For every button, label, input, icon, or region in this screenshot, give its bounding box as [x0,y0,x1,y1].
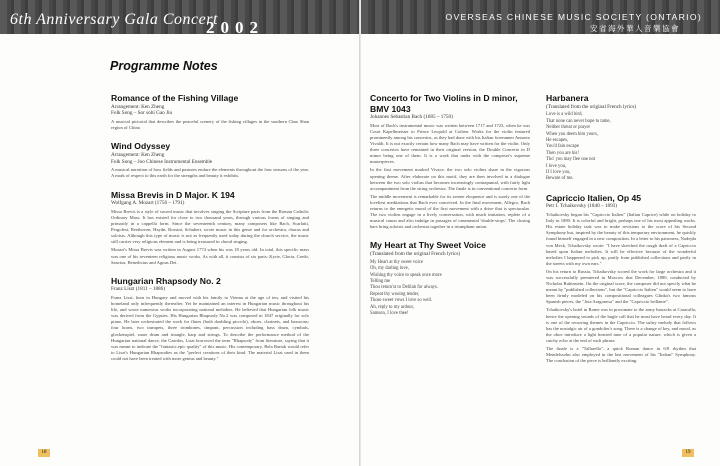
lyric-line: Neither threat or prayer [546,125,591,131]
piece-description: Mozart's Missa Brevis was written in August 1774 when his was 18 years old. In total, this specific mass was one of his seventeen religious music works. As with all, it consists of six parts: Kyrie, Gloria, Credo, Sanctus, Benedictus and Agnus Dei. [111,247,309,265]
piece-credit: Wolfgang A. Mozart (1756 – 1791) [111,200,185,207]
lyric-line: Telling me [370,278,391,284]
piece-description: Franz Liszt, born in Hungary and moved with his family to Vienna at the age of ten, and visited his homeland only infrequently thereafter. Yet he maintained an interest in Hungarian music throughout his life, and wrote numerous works incorporating national melodies. He believed that Hungarian folk music was derived from the Gypsies. His Hungarian Rhapsody No.2 was composed in 1847 originally for solo piano. He later orchestrated the work for flutes (both doubling piccolo), oboes, clarinets, and bassoons; four horns, two trumpets, three trombones, timpani, percussion including bass drum, cymbals, glockenspiel, snare drum and triangle, harp and strings. To describe the performance method of the Hungarian national dance, the Czardas, Liszt borrowed the term "Rhapsody" from literature, saying that it was meant to indicate the "fantastic,epic quality" of this music. His contemporary, Bela Bartok would refer to Liszt's Hungarian Rhapsodies as the "perfect creations of their kind. The material Liszt used in them could not have been treated with more genius and beauty." [111,295,309,361]
piece-title: Wind Odyssey [111,141,171,152]
piece-title: Romance of the Fishing Village [111,93,239,103]
concert-title: 6th Anniversary Gala Concert [10,11,218,28]
piece-credit: Johannes Sebastian Bach (1685 – 1750) [370,114,453,120]
programme-note [111,141,309,179]
lyric-line: Beware of me. [546,176,574,182]
left-notes-column [111,93,309,372]
piece-description: The middle movement is remarkable for its serene eloquence and is surely one of the loveliest meditations that Bach ever conceived. In the final movement, Allegro, Bach returns to the energetic mood of the first movement with a drive that is spectacular. The two violins engage in a lively conversation, with much imitation, replete of a musical canon and also indulge in passages of ornamental 'double-stops'. The closing bars bring soloists and orchestra together in a triumphant union. [370,193,530,230]
piece-title: Harbanera [546,93,589,103]
programme-note [111,276,309,362]
piece-description: Missa Brevis is a style of sacred music that involves singing the Scripture parts from the Roman Catholic Ordinary Mass. It has existed for close to two thousand years, through various forms of singing and primarily in a cappella form. Since the seventeenth century, many composers like Bach, Scarlatti, Pergolesi, Beethoven, Haydn, Rossini, Schubert, wrote music in this genre and for orchestra, chorus and soloists. Although this type of music is not as frequently used today during the church service, the music still carries very religious element and is being treasured in choral singing. [111,208,309,245]
piece-credit: Folk Song – Joo Chinese Instrumental Ensemble [111,158,213,165]
lyric-line: You'd fain escape [546,144,579,150]
programme-note [546,193,696,365]
piece-description: A musical pictorial that describes the peaceful scenery of the fishing villages in the southern Chao Shan region of China [111,119,309,131]
lyric-line: Oh, my darling love, [370,266,409,272]
piece-description: Tchaikovsky began his "Capriccio Italien" (Italian Caprice) while on holiday to Italy in 1880. It is colorful and bright, perhaps one of his most appealing works. His estate holiday task was to make revisions to the score of his Second Symphony but, inspired by the beauty of this temporary environment, he quickly found himself engaged in a new composition. In a letter to his patroness, Nadejda von Meck, Tchaikovsky wrote: "I have sketched the rough draft of a Capriccio based upon Italian melodies. It will be effective because of the wonderful melodies I happened to pick up, partly from published collections and partly in the streets with my own ears." [546,212,696,266]
piece-title: Capriccio Italien, Op 45 [546,192,642,203]
right-page [361,0,720,466]
piece-description: On his return to Russia, Tchaikovsky scored the work for large orchestra and it was successfully premiered in Moscow that December, 1880, conducted by Nicholas Rubinstein. On the original score, the composer did not specify what he meant by "published collections", but the "Capriccio Italien" would seem to have been firmly modeled on his compositional colleagues Glinka's two famous Spanish pieces, the "Jota Aragonesa" and the "Capriccio brillante". [546,268,696,305]
lyric-line: I love you, [546,163,567,169]
middle-notes-column [370,93,530,327]
programme-note [546,93,696,183]
lyric-line: Wishing thy voice to speak once more [370,272,442,278]
lyric-line: When you deem him yours, [546,131,598,137]
lyric-line: My Heart at thy sweet voice [370,259,423,265]
piece-description: In the first movement marked Vivace, the two solo violins share in the vigorous opening theme. After elaborate on this motif, they are then involved in a dialogue between the two solo violins that becomes increasingly contrapuntal, with fairly light accompaniment from the string orchestra. The finale is in conventional concerto form. [370,167,530,191]
lyric-line: That none can never hope to tame, [546,118,611,124]
lyric-line: Samson, I love thee! [370,310,409,316]
piece-credit: Arrangement: Ken Zheng [111,103,165,110]
piece-title: Hungarian Rhapsody No. 2 [111,275,221,286]
lyric-line: Tho' you may flee one not [546,157,596,163]
right-notes-column [546,93,696,374]
piece-description: The finale is a "Tallarella", a quick Roman dance in 6/8 rhythm that Mendelssohn also employed in the last movement of his "Italian" Symphony. The conclusion of the piece is brilliantly exciting. [546,346,696,364]
piece-credit: Arrangement: Ken Zheng [111,151,165,158]
piece-credit: Folk Song – Sor sobi Gao Jiu [111,110,173,117]
programme-note [111,93,309,131]
lyric-line: Then you are his! [546,150,579,156]
lyrics-block [370,260,530,318]
lyric-line: He escapes, [546,137,569,143]
piece-title: Concerto for Two Violins in D minor, BMV 1043 [370,93,518,114]
programme-note [370,240,530,317]
page-number-right: 19 [682,449,694,457]
lyric-line: Those sweet vows I love so well. [370,298,433,304]
piece-description: Most of Bach's instrumental music was written between 1717 and 1723, when he was Court Kapellmeister to Prince Leopold at Cothen. Works for the violin featured prominently among his concertos, as they had done with his Italian forerunner Antonio Vivaldi. It is not exactly certain how many Bach may have written for the violin. Only three concertos have remained in their original version, the Double Concerto in D minor being one of them. It is a work that ranks with the composer's supreme masterpieces. [370,122,530,165]
page-title: Programme Notes [110,59,218,73]
concert-year: 2002 [206,18,264,34]
right-header-band [361,0,720,34]
piece-title: My Heart at Thy Sweet Voice [370,240,486,251]
society-name: OVERSEAS CHINESE MUSIC SOCIETY (ONTARIO) [445,12,702,22]
programme-note [370,93,530,230]
lyric-line: If I love you, [546,169,571,175]
piece-credit: (Translated from the original French lyrics) [546,103,637,110]
lyrics-block [546,112,696,182]
piece-credit: (Translated from the original French lyrics) [370,250,461,257]
lyric-line: Repeat thy wooing tender, [370,291,420,297]
lyric-line: Love is a wild bird, [546,112,583,118]
piece-description: A musical narration of how fields and pastures endure the elements throughout the four seasons of the year. A mark of respect to this earth for the strengths and beauty it exhibits. [111,167,309,179]
left-header-band [0,0,359,34]
lyric-line: Thou return'st to Delilah for always. [370,285,439,291]
page-number-left: 18 [38,449,50,457]
piece-credit: Petr I. Tchaikovsky (1840 – 1893) [546,203,618,210]
piece-description: Tchaikovsky's hotel in Rome was in proximate to the army barracks at Caracalla, hence the opening sounds of the bugle call that he must have heard every day. It is one of the recurring themes in the Capriccio. The sultry melody that follows has the nostalgic air of a gondolier's song. There is a change of key, and mood, as the oboe introduce a light hearted tune of a popular nature, which is given a catchy echo at the end of each phrase. [546,307,696,343]
programme-note [111,190,309,266]
piece-title: Missa Brevis in D Major. K 194 [111,189,235,200]
lyric-line: Ah, reply to my ardour, [370,304,415,310]
piece-credit: Franz Liszt (1811 – 1886) [111,286,165,293]
society-name-chinese: 安省海外華人音樂協會 [590,24,680,33]
left-page [0,0,359,466]
